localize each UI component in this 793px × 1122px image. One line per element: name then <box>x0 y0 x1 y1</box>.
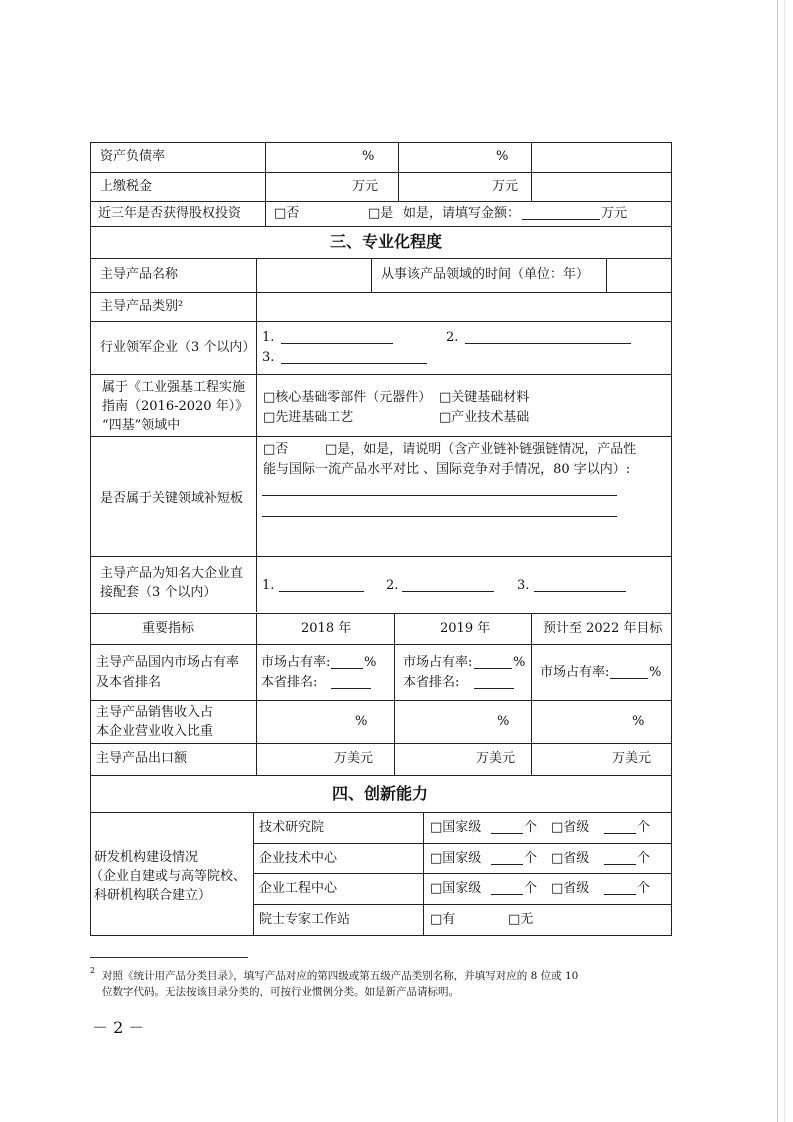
page-number: － 2 － <box>92 1018 145 1037</box>
row-divider <box>90 613 672 614</box>
table-border <box>90 142 672 143</box>
rd-row-provincial-checkbox[interactable]: □省级 <box>551 851 590 866</box>
footnote-line-1: 对照《统计用产品分类目录》，填写产品对应的第四级或第五级产品类别名称，并填写对应的 8 位或 10 <box>102 970 579 982</box>
market-share-label-line-1: 主导产品国内市场占有率 <box>96 655 240 670</box>
key-field-instructions: 能与国际一流产品水平对比 、国际竞争对手情况，80 字以内）: <box>263 462 631 477</box>
rd-row-name: 企业工程中心 <box>259 881 338 896</box>
sales-share-target-unit: % <box>632 714 645 729</box>
key-materials-checkbox[interactable]: □关键基础材料 <box>439 390 530 405</box>
advanced-process-checkbox[interactable]: □先进基础工艺 <box>263 410 354 425</box>
row-divider <box>253 843 672 844</box>
equity-label: 近三年是否获得股权投资 <box>98 206 242 221</box>
rd-row-provincial-unit: 个 <box>637 881 651 896</box>
rd-row-provincial-count[interactable] <box>604 864 636 865</box>
tax-unit-2: 万元 <box>492 179 519 194</box>
export-2018-unit: 万美元 <box>334 751 374 766</box>
scan-edge <box>777 0 778 1122</box>
sales-share-label-line-2: 本企业营业收入比重 <box>96 724 214 739</box>
year-2018-header: 2018 年 <box>301 621 352 636</box>
key-field-answer-line-1[interactable] <box>262 495 617 496</box>
four-base-label-line-3: “四基”领域中 <box>102 418 181 433</box>
table-border <box>90 935 672 936</box>
footnote-separator <box>90 957 248 958</box>
row-divider <box>253 904 672 905</box>
rank-2019-field[interactable] <box>474 688 514 689</box>
rank-2018-label: 本省排名: <box>261 675 318 690</box>
rd-row-national-count[interactable] <box>491 894 523 895</box>
row-divider <box>90 743 672 744</box>
rd-row-provincial-unit: 个 <box>637 820 651 835</box>
share-2018-label: 市场占有率: <box>261 655 331 670</box>
key-field-answer-line-2[interactable] <box>262 516 617 517</box>
col-divider <box>398 142 399 201</box>
rd-row-national-count[interactable] <box>491 864 523 865</box>
table-border <box>671 142 672 935</box>
rank-2018-field[interactable] <box>331 688 371 689</box>
row-divider <box>90 321 672 322</box>
col-divider <box>265 142 266 201</box>
supply-label-line-2: 接配套（3 个以内） <box>100 585 217 600</box>
supply-3-number: 3. <box>517 578 530 593</box>
leader-1-field[interactable] <box>281 343 393 344</box>
row-divider <box>90 556 672 557</box>
rd-row-national-checkbox[interactable]: □国家级 <box>430 851 482 866</box>
share-2018-field[interactable] <box>331 668 363 669</box>
debt-ratio-unit-1: % <box>362 149 375 164</box>
section-4-title: 四、创新能力 <box>332 784 429 803</box>
rd-row-national-unit: 个 <box>524 820 538 835</box>
rd-label-line-2: （企业自建或与高等院校、 <box>90 869 247 884</box>
key-field-no-checkbox[interactable]: □否 <box>263 442 289 457</box>
target-2022-header: 预计至 2022 年目标 <box>543 621 663 636</box>
rd-row-provincial-unit: 个 <box>637 851 651 866</box>
row-divider <box>90 374 672 375</box>
rd-row-national-unit: 个 <box>524 881 538 896</box>
row-divider <box>90 258 672 259</box>
row-divider <box>90 172 672 173</box>
equity-amount-field[interactable] <box>522 219 600 220</box>
supply-1-number: 1. <box>262 578 275 593</box>
section-3-title: 三、专业化程度 <box>330 232 443 251</box>
year-2019-header: 2019 年 <box>440 621 491 636</box>
rd-row-national-count[interactable] <box>491 833 523 834</box>
rd-label-line-1: 研发机构建设情况 <box>94 850 199 865</box>
rd-row-national-checkbox[interactable]: □国家级 <box>430 881 482 896</box>
rank-2019-label: 本省排名: <box>403 675 460 690</box>
tax-label: 上缴税金 <box>100 179 153 194</box>
row-divider <box>90 812 672 813</box>
rd-row-name: 企业技术中心 <box>259 851 338 866</box>
row-divider <box>90 226 672 227</box>
equity-amount-unit: 万元 <box>601 206 628 221</box>
table-border <box>90 142 91 935</box>
share-target-field[interactable] <box>610 678 648 679</box>
row-divider <box>90 201 672 202</box>
equity-amount-prompt: 如是，请填写金额： <box>403 206 521 221</box>
key-field-yes-checkbox[interactable]: □是，如是，请说明（含产业链补链强链情况，产品性 <box>325 442 637 457</box>
sales-share-2019-unit: % <box>497 714 510 729</box>
rd-row-national-checkbox[interactable]: □国家级 <box>430 820 482 835</box>
industrial-tech-checkbox[interactable]: □产业技术基础 <box>439 410 530 425</box>
rd-row-provincial-count[interactable] <box>604 894 636 895</box>
leader-2-number: 2. <box>446 330 459 345</box>
col-divider <box>256 258 257 612</box>
col-divider <box>371 258 372 292</box>
share-target-unit: % <box>649 665 662 680</box>
row-divider <box>90 292 672 293</box>
export-2019-unit: 万美元 <box>476 751 516 766</box>
share-2019-field[interactable] <box>474 668 512 669</box>
share-2019-unit: % <box>513 655 526 670</box>
supply-label-line-1: 主导产品为知名大企业直 <box>100 566 244 581</box>
share-target-label: 市场占有率: <box>540 665 610 680</box>
debt-ratio-label: 资产负债率 <box>100 149 166 164</box>
supply-3-field[interactable] <box>534 591 626 592</box>
supply-2-number: 2. <box>386 578 399 593</box>
rd-row-provincial-checkbox[interactable]: □省级 <box>551 881 590 896</box>
key-field-label: 是否属于关键领域补短板 <box>100 491 244 506</box>
supply-1-field[interactable] <box>279 591 364 592</box>
tax-unit-1: 万元 <box>352 179 379 194</box>
debt-ratio-unit-2: % <box>496 149 509 164</box>
sales-share-2018-unit: % <box>355 714 368 729</box>
row-divider <box>90 436 672 437</box>
row-divider <box>90 775 672 776</box>
rd-row-name: 技术研究院 <box>259 820 325 835</box>
col-divider <box>423 812 424 935</box>
scan-edge <box>784 0 785 1122</box>
export-target-unit: 万美元 <box>612 751 652 766</box>
academician-none-checkbox[interactable]: □无 <box>508 912 534 927</box>
supply-2-field[interactable] <box>402 591 494 592</box>
academician-station-label: 院士专家工作站 <box>259 912 351 927</box>
rd-row-provincial-count[interactable] <box>604 833 636 834</box>
equity-no-checkbox[interactable]: □否 <box>274 206 300 221</box>
footnote-line-2: 位数字代码。无法按该目录分类的，可按行业惯例分类。如是新产品请标明。 <box>102 986 459 998</box>
indicators-header: 重要指标 <box>142 621 195 636</box>
col-divider <box>531 613 532 775</box>
leader-1-number: 1. <box>262 330 275 345</box>
core-components-checkbox[interactable]: □核心基础零部件（元器件） <box>263 390 432 405</box>
row-divider <box>90 700 672 701</box>
export-label: 主导产品出口额 <box>96 751 188 766</box>
leader-3-field[interactable] <box>281 363 427 364</box>
market-share-label-line-2: 及本省排名 <box>96 675 162 690</box>
product-category-label: 主导产品类别² <box>100 299 184 314</box>
share-2018-unit: % <box>364 655 377 670</box>
col-divider <box>265 201 266 226</box>
leader-3-number: 3. <box>262 350 275 365</box>
four-base-label-line-2: 指南（2016-2020 年）》 <box>102 399 249 414</box>
sales-share-label-line-1: 主导产品销售收入占 <box>96 705 214 720</box>
rd-label-line-3: 科研机构联合建立） <box>94 888 212 903</box>
col-divider <box>531 142 532 201</box>
years-in-field-label: 从事该产品领域的时间（单位：年） <box>381 267 590 282</box>
leader-2-field[interactable] <box>465 343 631 344</box>
four-base-label-line-1: 属于《工业强基工程实施 <box>102 380 246 395</box>
equity-yes-checkbox[interactable]: □是 <box>368 206 394 221</box>
col-divider <box>253 812 254 935</box>
share-2019-label: 市场占有率: <box>403 655 473 670</box>
col-divider <box>256 613 257 775</box>
industry-leaders-label: 行业领军企业（3 个以内） <box>100 340 256 355</box>
footnote-mark: 2 <box>90 966 96 975</box>
rd-row-national-unit: 个 <box>524 851 538 866</box>
row-divider <box>253 873 672 874</box>
product-name-label: 主导产品名称 <box>100 267 179 282</box>
col-divider <box>394 613 395 775</box>
academician-have-checkbox[interactable]: □有 <box>430 912 456 927</box>
rd-row-provincial-checkbox[interactable]: □省级 <box>551 820 590 835</box>
col-divider <box>606 258 607 292</box>
row-divider <box>90 644 672 645</box>
